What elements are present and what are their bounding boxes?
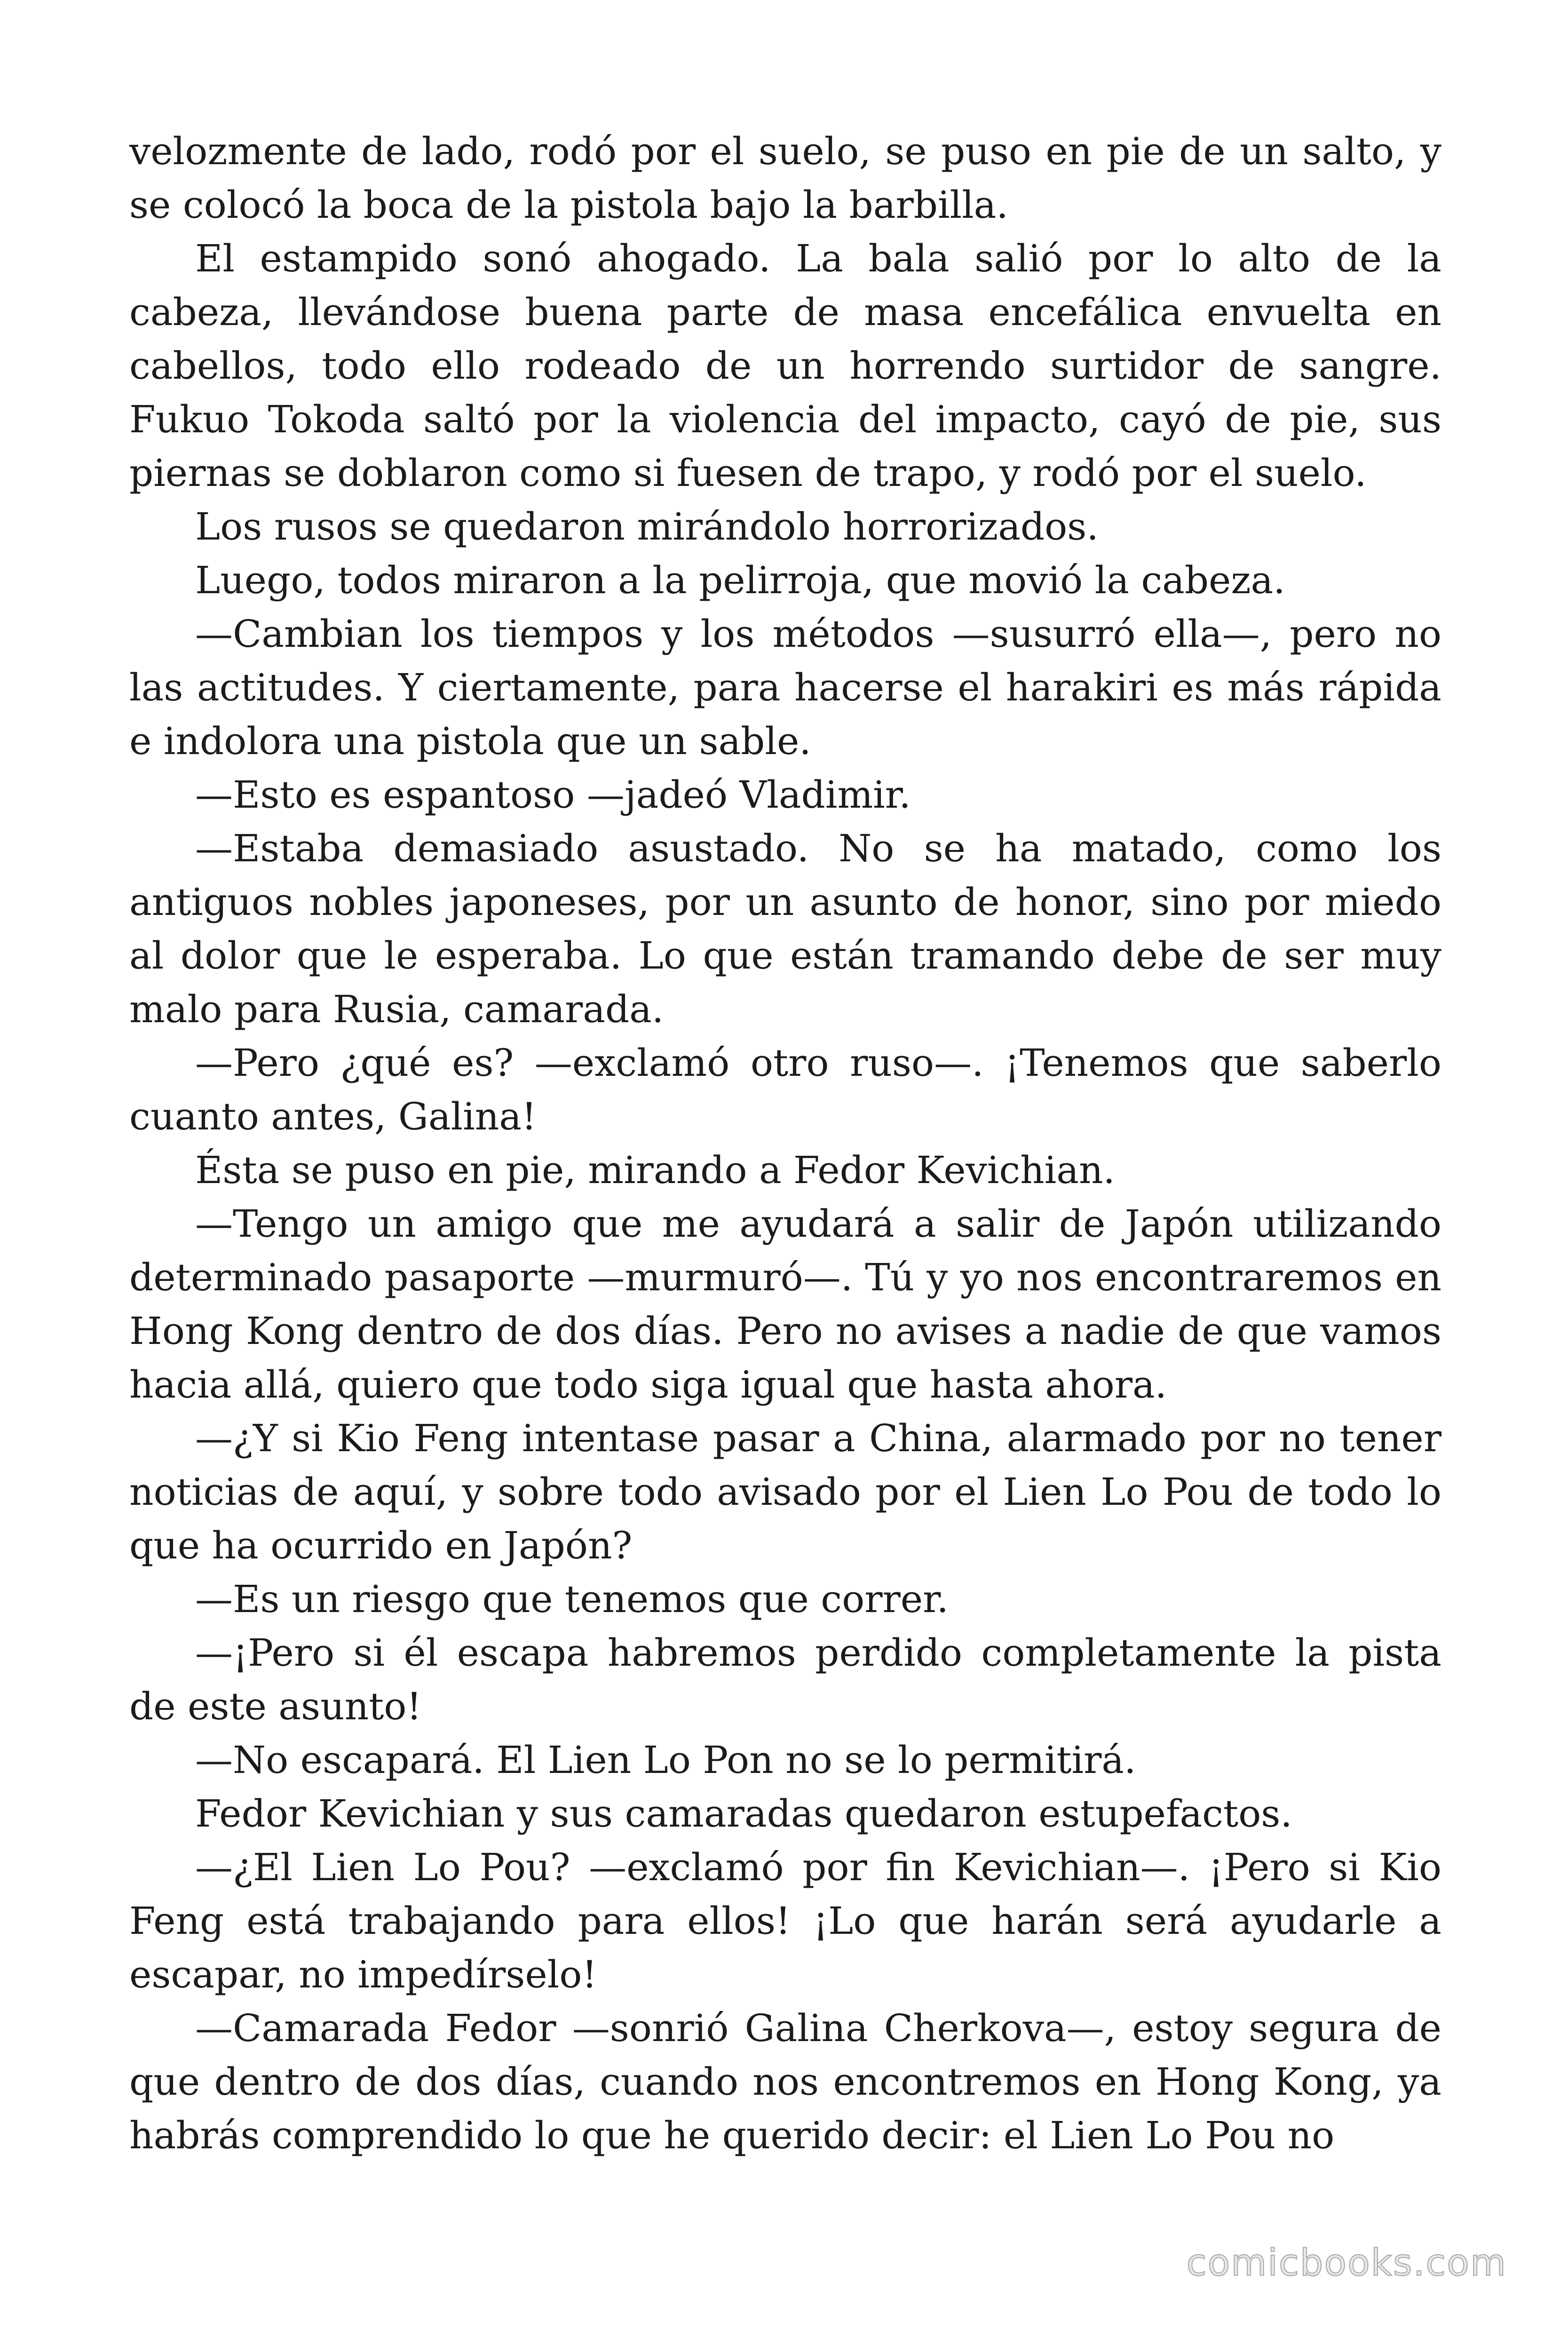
book-page-text [129,125,1441,2162]
paragraph-5: —Cambian los tiempos y los métodos —susurró ella—, pero no las actitudes. Y ciertamente, para hacerse el harakiri es más rápida e indolora una pistola que un sable. [129,612,1441,763]
paragraph-3: Los rusos se quedaron mirándolo horrorizados. [195,505,1099,548]
watermark-logo: comicbooks.com [1186,2242,1507,2284]
paragraph-9: Ésta se puso en pie, mirando a Fedor Kevichian. [195,1148,1115,1192]
paragraph-1: velozmente de lado, rodó por el suelo, se puso en pie de un salto, y se colocó la boca de la pistola bajo la barbilla. [129,129,1441,227]
paragraph-4: Luego, todos miraron a la pelirroja, que movió la cabeza. [195,558,1285,602]
paragraph-16: —¿El Lien Lo Pou? —exclamó por fin Kevichian—. ¡Pero si Kio Feng está trabajando para ellos! ¡Lo que harán será ayudarle a escapar, no impedírselo! [129,1845,1441,1996]
paragraph-7: —Estaba demasiado asustado. No se ha matado, como los antiguos nobles japoneses, por un asunto de honor, sino por miedo al dolor que le esperaba. Lo que están tramando debe de ser muy malo para Rusia, camarada. [129,826,1441,1031]
paragraph-15: Fedor Kevichian y sus camaradas quedaron estupefactos. [195,1792,1292,1836]
paragraph-12: —Es un riesgo que tenemos que correr. [195,1577,949,1621]
paragraph-8: —Pero ¿qué es? —exclamó otro ruso—. ¡Tenemos que saberlo cuanto antes, Galina! [129,1041,1441,1138]
paragraph-6: —Esto es espantoso —jadeó Vladimir. [195,773,911,817]
paragraph-14: —No escapará. El Lien Lo Pon no se lo permitirá. [195,1738,1136,1782]
paragraph-13: —¡Pero si él escapa habremos perdido completamente la pista de este asunto! [129,1631,1441,1728]
paragraph-2: El estampido sonó ahogado. La bala salió por lo alto de la cabeza, llevándose buena parte de masa encefálica envuelta en cabellos, todo ello rodeado de un horrendo surtidor de sangre. Fukuo Tokoda saltó por la violencia del impacto, cayó de pie, sus piernas se doblaron como si fuesen de trapo, y rodó por el suelo. [129,237,1441,495]
paragraph-10: —Tengo un amigo que me ayudará a salir de Japón utilizando determinado pasaporte —murmuró—. Tú y yo nos encontraremos en Hong Kong dentro de dos días. Pero no avises a nadie de que vamos hacia allá, quiero que todo siga igual que hasta ahora. [129,1202,1441,1406]
paragraph-17: —Camarada Fedor —sonrió Galina Cherkova—, estoy segura de que dentro de dos días, cuando nos encontremos en Hong Kong, ya habrás comprendido lo que he querido decir: el Lien Lo Pou no [129,2006,1441,2157]
paragraph-11: —¿Y si Kio Feng intentase pasar a China, alarmado por no tener noticias de aquí, y sobre todo avisado por el Lien Lo Pou de todo lo que ha ocurrido en Japón? [129,1416,1441,1567]
